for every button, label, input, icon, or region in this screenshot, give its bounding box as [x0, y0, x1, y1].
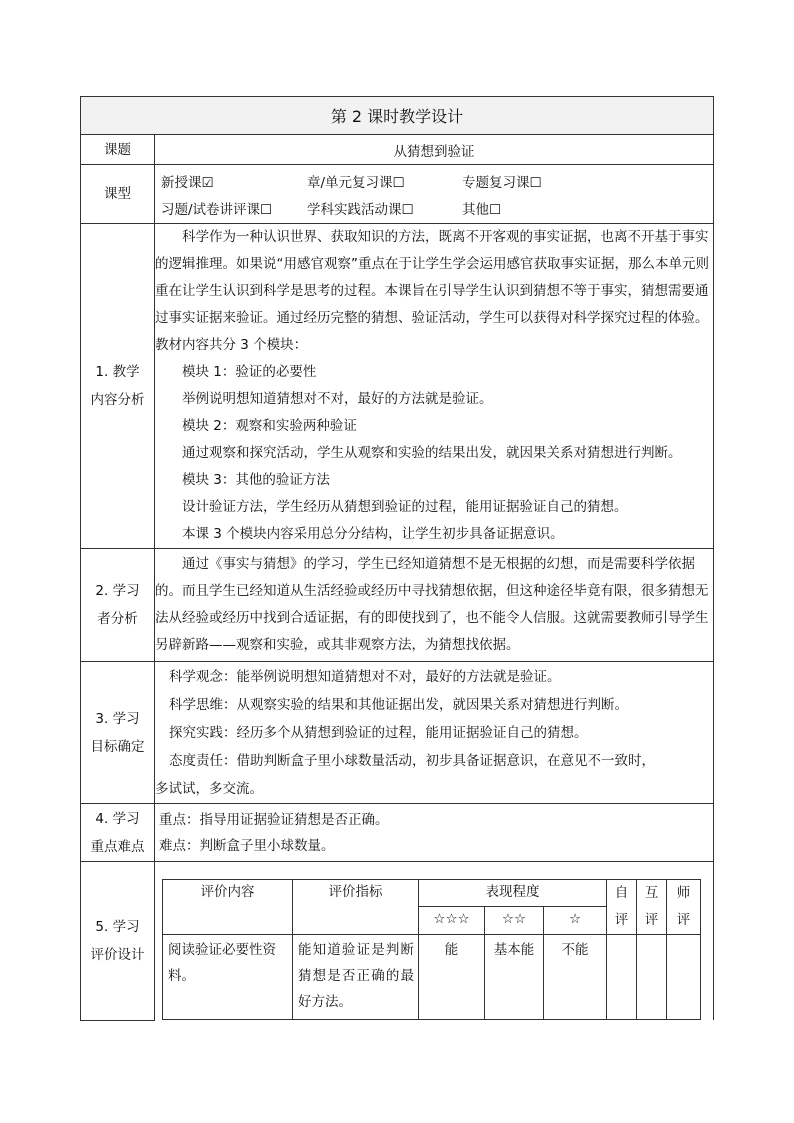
topic-value: 从猜想到验证 — [155, 135, 714, 165]
row-peer-eval — [637, 935, 667, 1020]
goal-item: 科学思维：从观察实验的结果和其他证据出发，就因果关系对猜想进行判断。 — [169, 696, 628, 713]
lesson-type-option: 学科实践活动课☐ — [307, 201, 414, 218]
lesson-type-option: 新授课☑ — [161, 174, 214, 191]
lesson-type-option: 章/单元复习课☐ — [307, 174, 405, 191]
topic-label: 课题 — [81, 135, 155, 165]
lesson-type-option: 专题复习课☐ — [462, 174, 542, 191]
row-self-eval — [607, 935, 637, 1020]
content-intro: 科学作为一种认识世界、获取知识的方法，既离不开客观的事实证据，也离不开基于事实的逻辑推理。如果说“用感官观察”重点在于让学生学会运用感官获取事实证据，那么本单元则重在让学生认识到科学是思考的过程。本课旨在引导学生认识到猜想不等于事实，猜想需要通过事实证据来验证。通过经历完整的猜想、验证活动，学生可以获得对科学探究过程的体验。教材内容共分 3 个模块： — [155, 229, 709, 353]
header-self-eval: 自 评 — [607, 880, 637, 935]
key-points-body — [155, 804, 714, 862]
module-2-text: 通过观察和探究活动，学生从观察和实验的结果出发，就因果关系对猜想进行判断。 — [182, 445, 682, 461]
lesson-design-table — [80, 96, 714, 1021]
page-title: 第 2 课时教学设计 — [81, 97, 714, 135]
goal-item: 探究实践：经历多个从猜想到验证的过程，能用证据验证自己的猜想。 — [169, 724, 588, 741]
evaluation-table — [162, 879, 701, 1020]
goal-item-continued: 多试试，多交流。 — [155, 780, 263, 797]
module-1-title: 模块 1：验证的必要性 — [182, 364, 317, 380]
lesson-type-option: 其他☐ — [462, 201, 502, 218]
key-points-label: 4. 学习 重点难点 — [81, 804, 155, 862]
header-peer-eval: 互 评 — [637, 880, 667, 935]
lesson-type-options — [155, 165, 714, 224]
evaluation-body — [155, 862, 714, 1021]
row-level1: 不能 — [544, 935, 607, 1020]
header-star3: ☆☆☆ — [419, 906, 485, 934]
lesson-type-label: 课型 — [81, 165, 155, 224]
goal-item: 科学观念：能举例说明想知道猜想对不对，最好的方法就是验证。 — [169, 668, 561, 685]
learner-analysis-text: 通过《事实与猜想》的学习，学生已经知道猜想不是无根据的幻想，而是需要科学依据的。而且学生已经知道从生活经验或经历中寻找猜想依据，但这种途径毕竟有限，很多猜想无法从经验或经历中找到合适证据，有的即使找到了，也不能令人信服。这就需要教师引导学生另辟新路——观察和实验，或其非观察方法，为猜想找依据。 — [155, 556, 709, 653]
header-level: 表现程度 — [419, 880, 607, 907]
header-star2: ☆☆ — [485, 906, 544, 934]
content-analysis-label: 1. 教学 内容分析 — [81, 224, 155, 549]
goals-label: 3. 学习 目标确定 — [81, 662, 155, 804]
goals-body — [155, 662, 714, 804]
header-content: 评价内容 — [163, 880, 293, 935]
content-summary: 本课 3 个模块内容采用总分分结构，让学生初步具备证据意识。 — [182, 526, 564, 542]
header-indicator: 评价指标 — [293, 880, 419, 935]
row-teacher-eval — [667, 935, 701, 1020]
key-point: 重点：指导用证据验证猜想是否正确。 — [159, 811, 389, 828]
module-3-text: 设计验证方法，学生经历从猜想到验证的过程，能用证据验证自己的猜想。 — [182, 499, 628, 515]
module-2-title: 模块 2：观察和实验两种验证 — [182, 418, 357, 434]
header-teacher-eval: 师 评 — [667, 880, 701, 935]
row-indicator: 能知道验证是判断猜想是否正确的最好方法。 — [293, 935, 419, 1020]
header-star1: ☆ — [544, 906, 607, 934]
module-1-text: 举例说明想知道猜想对不对，最好的方法就是验证。 — [182, 391, 493, 407]
learner-analysis-body — [155, 549, 714, 662]
module-3-title: 模块 3：其他的验证方法 — [182, 472, 330, 488]
evaluation-label: 5. 学习 评价设计 — [81, 862, 155, 1021]
learner-analysis-label: 2. 学习 者分析 — [81, 549, 155, 662]
difficulty-point: 难点：判断盒子里小球数量。 — [159, 837, 335, 854]
row-level2: 基本能 — [485, 935, 544, 1020]
row-content: 阅读验证必要性资料。 — [163, 935, 293, 1020]
content-analysis-body — [155, 224, 714, 549]
row-level3: 能 — [419, 935, 485, 1020]
lesson-type-option: 习题/试卷讲评课☐ — [161, 201, 273, 218]
goal-item: 态度责任：借助判断盒子里小球数量活动，初步具备证据意识，在意见不一致时， — [169, 752, 655, 769]
